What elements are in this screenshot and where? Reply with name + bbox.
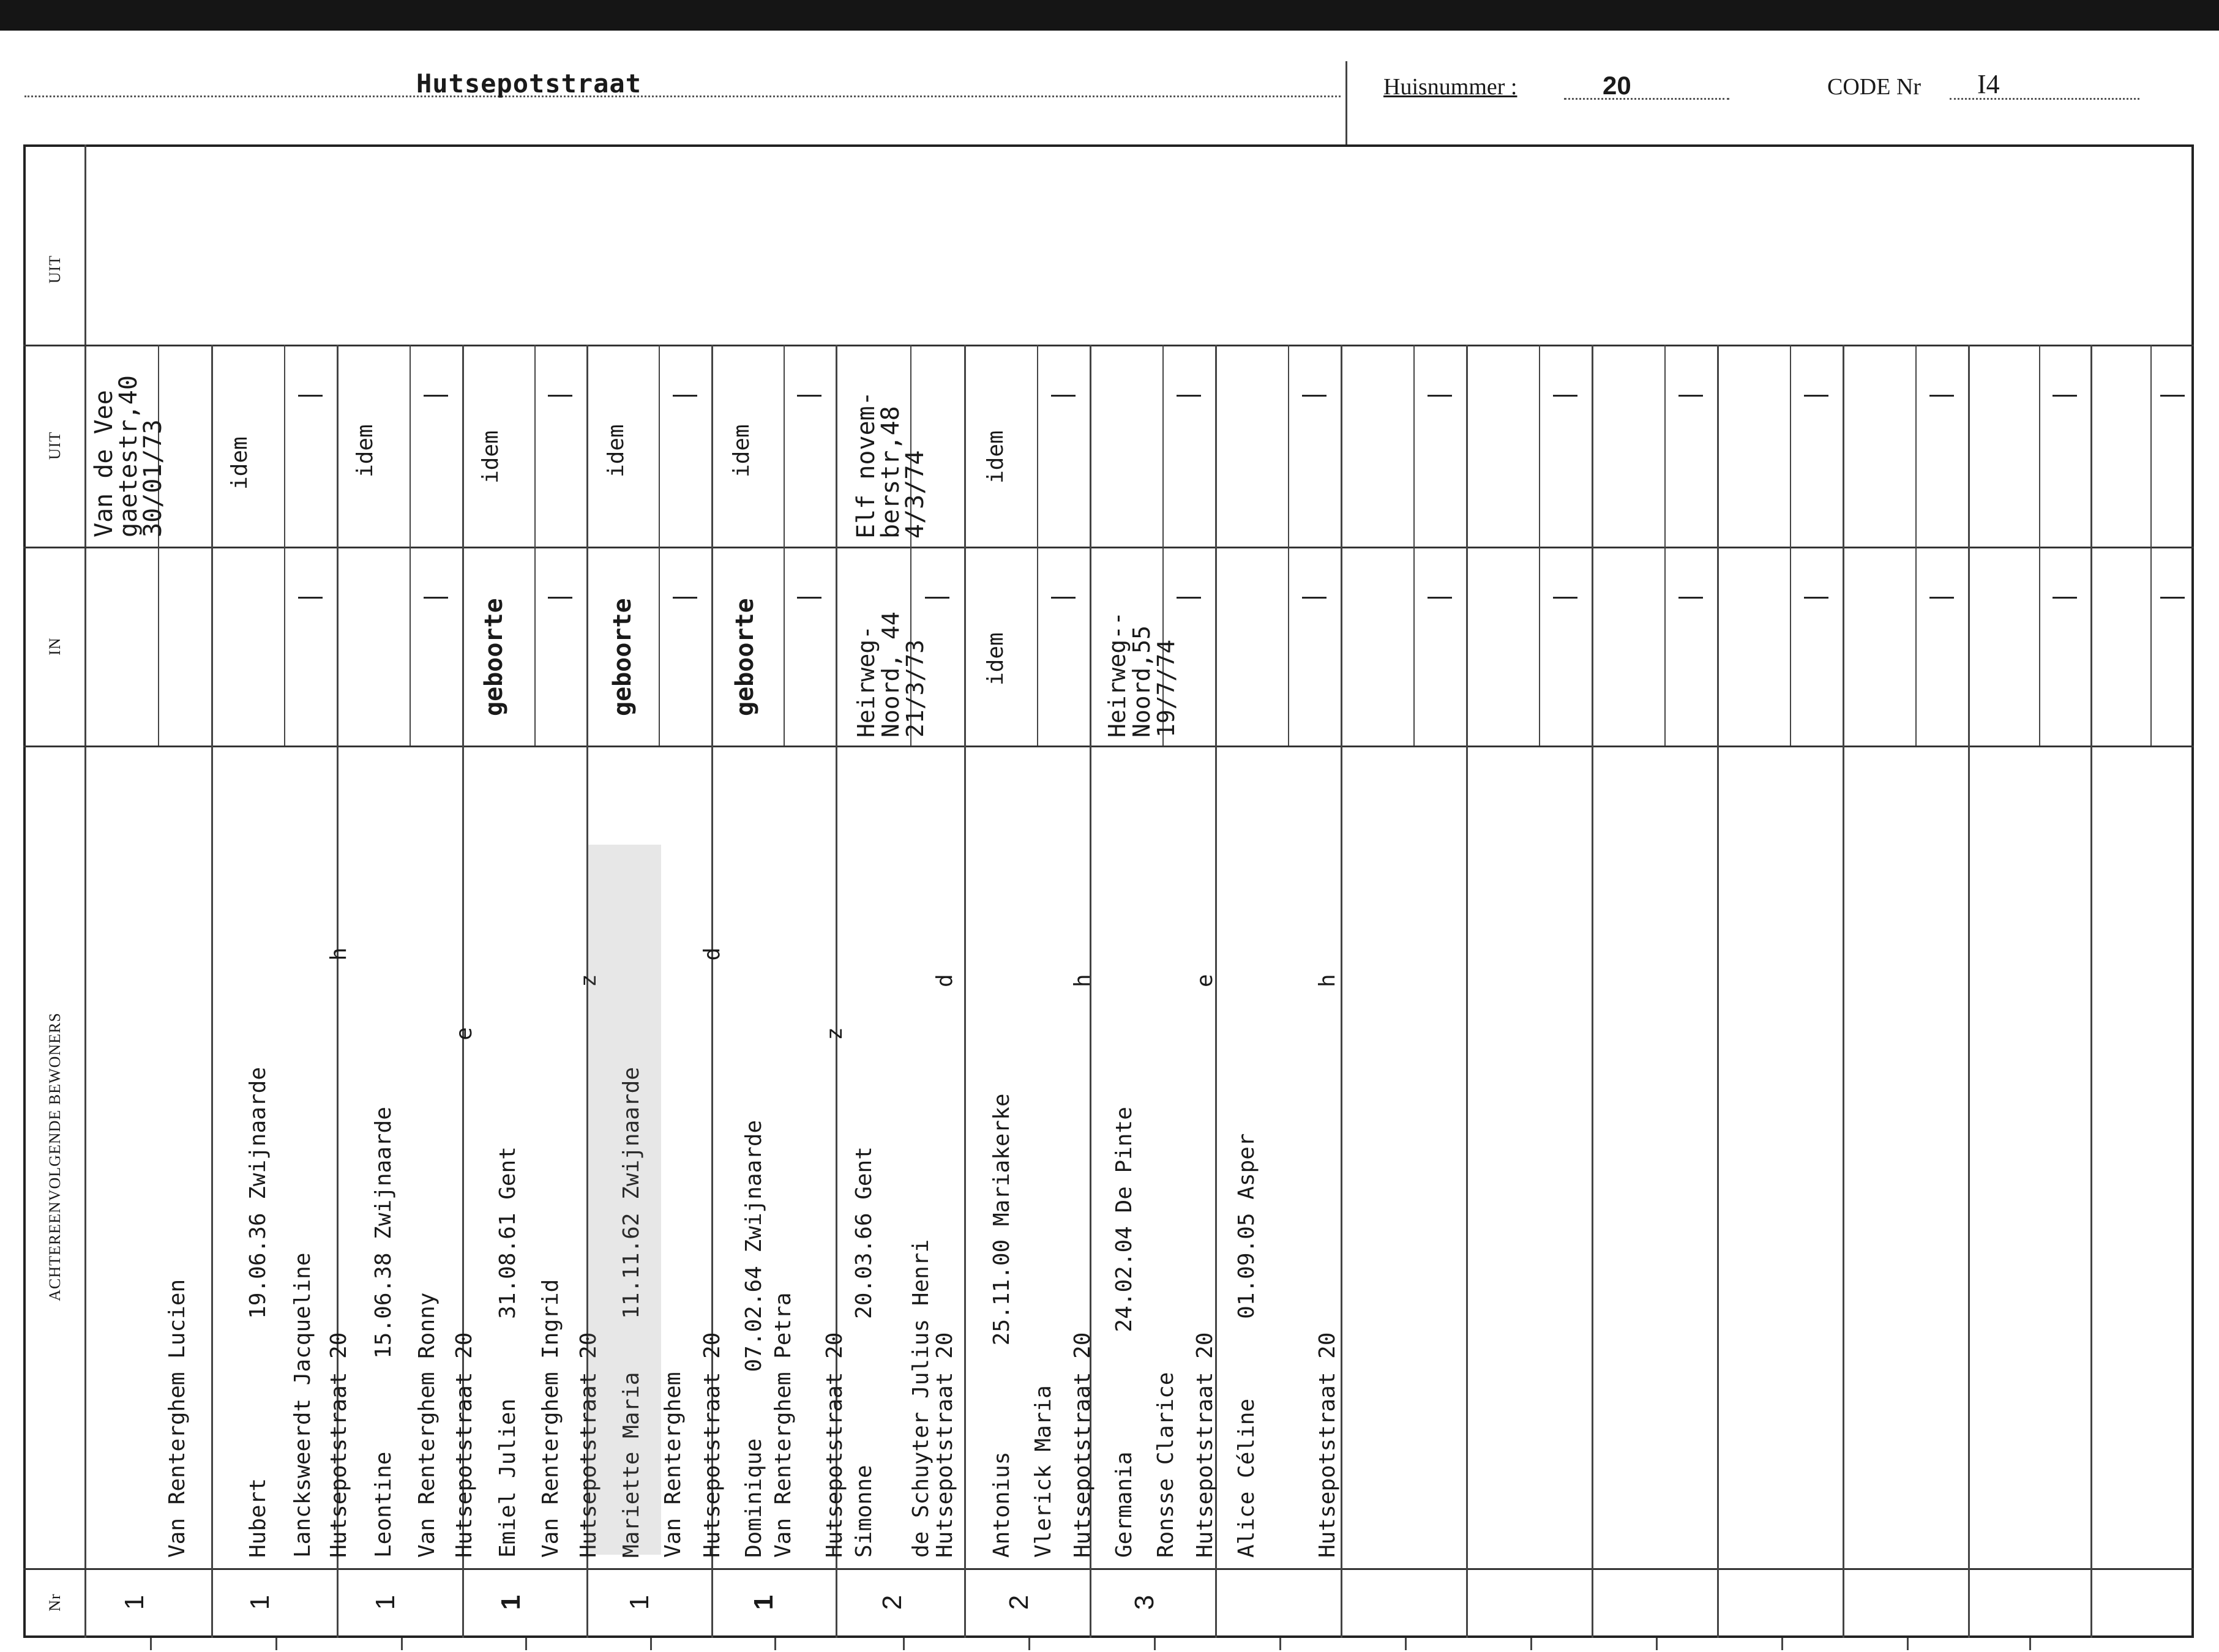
header-divider <box>1345 61 1347 144</box>
bewoner-line: Hutsepotstraat 20 e <box>1192 974 1218 1558</box>
empty-mark <box>298 597 323 599</box>
cell-subdivider <box>534 345 536 547</box>
in-entry: idem <box>983 632 1008 686</box>
empty-mark <box>1553 395 1577 397</box>
bewoner-line: Dominique 07.02.64 Zwijnaarde <box>741 1119 766 1558</box>
bewoner-line: Simonne 20.03.66 Gent <box>851 1146 877 1558</box>
column-divider <box>1592 345 1593 1638</box>
code-underline <box>1950 98 2139 100</box>
bewoner-line: Van Renterghem Lucien <box>165 1279 190 1558</box>
label-in: IN <box>46 637 64 656</box>
nr-value: 1 <box>370 1594 400 1610</box>
empty-mark <box>1929 597 1954 599</box>
column-divider <box>1717 345 1719 1638</box>
cell-subdivider <box>1664 547 1666 746</box>
bewoner-line: de Schuyter Julius Henri <box>908 1239 934 1558</box>
bewoner-line: Van Renterghem Ingrid <box>538 1279 563 1558</box>
cell-subdivider <box>1413 345 1415 547</box>
bewoner-line: Hubert 19.06.36 Zwijnaarde <box>245 1067 271 1558</box>
bewoner-line: Van Renterghem Ronny <box>414 1292 440 1558</box>
cell-subdivider <box>158 547 159 746</box>
edge-tick <box>1154 1638 1156 1650</box>
edge-tick <box>2029 1638 2031 1650</box>
bewoner-line: Mariette Maria 11.11.62 Zwijnaarde <box>619 1067 644 1558</box>
cell-subdivider <box>1037 345 1038 547</box>
empty-mark <box>1177 395 1201 397</box>
column-divider <box>1968 345 1970 1638</box>
cell-subdivider <box>1790 345 1791 547</box>
street-underline <box>24 95 1341 97</box>
empty-mark <box>548 395 572 397</box>
cell-subdivider <box>410 547 411 746</box>
edge-tick <box>1279 1638 1281 1650</box>
column-divider <box>2090 345 2092 1638</box>
empty-mark <box>1302 597 1327 599</box>
cell-subdivider <box>659 547 660 746</box>
bewoner-line: Lancksweerdt Jacqueline <box>290 1252 315 1558</box>
empty-mark <box>298 395 323 397</box>
edge-tick <box>650 1638 652 1650</box>
empty-mark <box>1051 395 1076 397</box>
in-entry: geboorte <box>731 598 759 716</box>
huisnummer-label: Huisnummer : <box>1383 74 1517 100</box>
cell-subdivider <box>1288 547 1289 746</box>
empty-mark <box>1929 395 1954 397</box>
cell-subdivider <box>1790 547 1791 746</box>
code-value: I4 <box>1977 69 2000 99</box>
cell-subdivider <box>284 547 285 746</box>
cell-subdivider <box>1162 345 1164 547</box>
cell-subdivider <box>534 547 536 746</box>
cell-subdivider <box>1915 345 1917 547</box>
bewoner-line: Hutsepotstraat 20 z <box>576 974 601 1558</box>
cell-subdivider <box>1413 547 1415 746</box>
empty-mark <box>2052 597 2077 599</box>
cell-subdivider <box>284 345 285 547</box>
bewoner-line: Hutsepotstraat 20 e <box>452 1027 477 1558</box>
bewoner-line: Leontine 15.06.38 Zwijnaarde <box>371 1107 396 1558</box>
bewoner-line: Alice Céline 01.09.05 Asper <box>1234 1133 1259 1558</box>
label-bewoners: ACHTEREENVOLGENDE BEWONERS <box>46 1012 64 1301</box>
uit-entry: Van de Vee gaetestr,40 30/01/73 <box>90 375 167 537</box>
empty-mark <box>424 597 448 599</box>
label-uit-top: UIT <box>46 255 64 284</box>
label-nr: Nr <box>46 1593 64 1612</box>
bewoner-line: Hutsepotstraat 20 d <box>700 947 725 1558</box>
edge-tick <box>1656 1638 1658 1650</box>
bewoner-line: Vlerick Maria <box>1031 1385 1056 1558</box>
empty-mark <box>797 395 821 397</box>
huisnummer-underline <box>1564 98 1729 100</box>
divider-uit-in <box>23 547 2194 548</box>
uit-entry: idem <box>604 424 629 477</box>
empty-mark <box>1302 395 1327 397</box>
empty-mark <box>1051 597 1076 599</box>
empty-mark <box>1428 395 1452 397</box>
empty-mark <box>1553 597 1577 599</box>
empty-mark <box>1428 597 1452 599</box>
edge-tick <box>525 1638 527 1650</box>
uit-entry: idem <box>478 430 503 484</box>
label-uit: UIT <box>46 431 64 460</box>
empty-mark <box>925 597 949 599</box>
cell-subdivider <box>2039 345 2040 547</box>
empty-mark <box>797 597 821 599</box>
empty-mark <box>2160 597 2185 599</box>
bewoner-line: Antonius 25.11.00 Mariakerke <box>989 1093 1014 1558</box>
bewoner-line: Hutsepotstraat 20 h <box>1070 974 1095 1558</box>
cell-subdivider <box>410 345 411 547</box>
edge-tick <box>1405 1638 1407 1650</box>
cell-subdivider <box>1037 547 1038 746</box>
in-entry: Heirweg-- Noord,55 19/7/74 <box>1104 611 1180 738</box>
bewoner-line: Hutsepotstraat 20 h <box>1315 974 1340 1558</box>
edge-tick <box>1028 1638 1030 1650</box>
empty-mark <box>1177 597 1201 599</box>
cell-subdivider <box>1539 345 1540 547</box>
nr-value: 3 <box>1129 1594 1159 1610</box>
column-divider <box>1843 345 1844 1638</box>
uit-entry: Elf novem- berstr,48 4/3/74 <box>852 391 929 539</box>
nr-value: 1 <box>496 1594 526 1610</box>
empty-mark <box>1804 395 1828 397</box>
empty-mark <box>1804 597 1828 599</box>
bewoner-line: Van Renterghem Petra <box>771 1292 796 1558</box>
in-entry: geboorte <box>480 598 508 716</box>
empty-mark <box>1678 597 1703 599</box>
empty-mark <box>548 597 572 599</box>
cell-subdivider <box>1288 345 1289 547</box>
scan-top-border <box>0 0 2219 31</box>
cell-subdivider <box>1915 547 1917 746</box>
nr-value: 2 <box>877 1594 907 1610</box>
empty-mark <box>424 395 448 397</box>
nr-value: 1 <box>245 1594 275 1610</box>
uit-entry: idem <box>983 430 1008 484</box>
cell-subdivider <box>784 547 785 746</box>
bewoner-line: Hutsepotstraat 20 d <box>932 974 957 1558</box>
edge-tick <box>1907 1638 1909 1650</box>
cell-subdivider <box>784 345 785 547</box>
uit-entry: idem <box>729 424 754 477</box>
empty-mark <box>673 395 697 397</box>
cell-subdivider <box>2150 345 2152 547</box>
bewoner-line: Germania 24.02.04 De Pinte <box>1112 1107 1137 1558</box>
huisnummer-value: 20 <box>1603 71 1631 100</box>
nr-value: 1 <box>119 1594 149 1610</box>
edge-tick <box>275 1638 277 1650</box>
bewoner-line: Emiel Julien 31.08.61 Gent <box>495 1146 520 1558</box>
empty-mark <box>2160 395 2185 397</box>
bewoner-entry <box>1099 974 1395 1558</box>
in-entry: Heirweg- Noord, 44 21/3/73 <box>853 611 929 738</box>
label-column-divider <box>84 144 86 1638</box>
nr-value: 1 <box>624 1594 654 1610</box>
uit-entry: idem <box>227 436 252 490</box>
empty-mark <box>2052 395 2077 397</box>
divider-bewoners-nr <box>23 1568 2194 1570</box>
bewoner-line: Ronsse Clarice <box>1153 1372 1178 1558</box>
divider-uit-top <box>23 345 2194 346</box>
cell-subdivider <box>1664 345 1666 547</box>
nr-value: 2 <box>1004 1594 1034 1610</box>
uit-entry: idem <box>353 424 378 477</box>
empty-mark <box>673 597 697 599</box>
bewoner-line: Hutsepotstraat 20 h <box>326 947 351 1558</box>
edge-tick <box>774 1638 776 1650</box>
nr-value: 1 <box>749 1594 779 1610</box>
bewoner-line: Hutsepotstraat 20 z <box>822 1027 847 1558</box>
edge-tick <box>401 1638 403 1650</box>
empty-mark <box>1678 395 1703 397</box>
in-entry: geboorte <box>608 598 637 716</box>
edge-tick <box>1781 1638 1783 1650</box>
cell-subdivider <box>2150 547 2152 746</box>
edge-tick <box>903 1638 905 1650</box>
column-divider <box>1466 345 1468 1638</box>
bewoner-line: Van Renterghem <box>660 1372 686 1558</box>
street-name: Hutsepotstraat <box>416 69 642 99</box>
edge-tick <box>1530 1638 1532 1650</box>
divider-in-bewoners <box>23 746 2194 747</box>
cell-subdivider <box>659 345 660 547</box>
cell-subdivider <box>2039 547 2040 746</box>
cell-subdivider <box>1539 547 1540 746</box>
code-label: CODE Nr <box>1827 74 1922 100</box>
edge-tick <box>150 1638 152 1650</box>
